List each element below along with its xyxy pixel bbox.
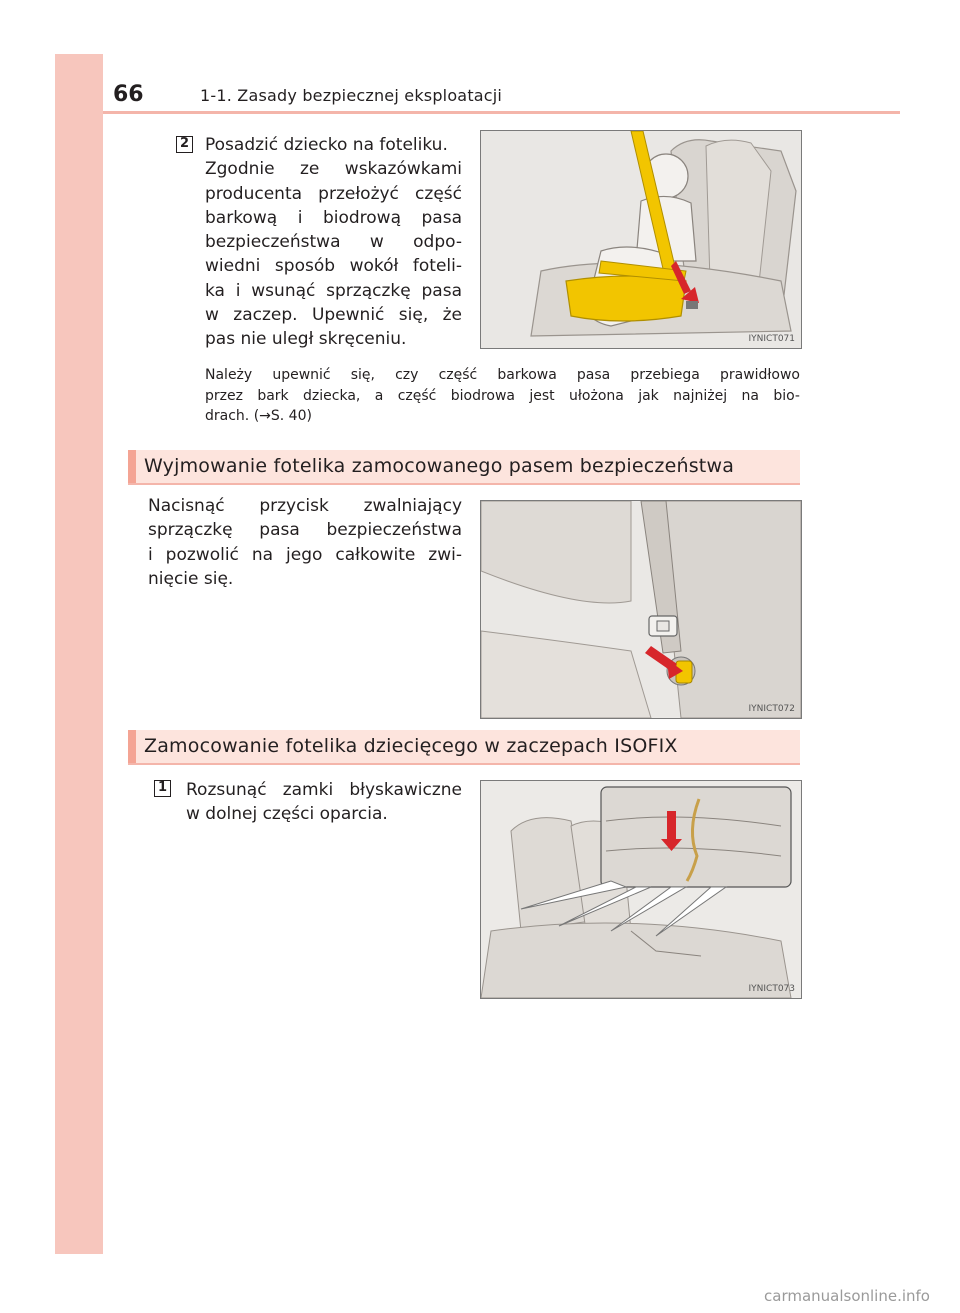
heading-accent	[128, 450, 136, 483]
text-line: Nacisnąć przycisk zwalniający	[148, 496, 462, 516]
figure-isofix-zipper	[480, 780, 802, 999]
figure-seatbelt-release	[480, 500, 802, 719]
text-line: ka i wsunąć sprzączkę pasa	[205, 280, 462, 301]
text-line: barkową i biodrową pasa	[205, 207, 462, 228]
text-line: producenta przełożyć część	[205, 183, 462, 204]
step-badge-1: 1	[154, 780, 171, 797]
text-line: i pozwolić na jego całkowite zwi-	[148, 544, 462, 565]
text-line: wiedni sposób wokół foteli-	[205, 256, 462, 277]
step-badge-2: 2	[176, 136, 193, 153]
figure-code: IYNICT071	[748, 334, 795, 344]
text-line: Zgodnie ze wskazówkami	[205, 159, 462, 180]
text-line: drach. (→S. 40)	[205, 408, 312, 424]
heading-remove-seat	[128, 450, 800, 485]
note-text	[205, 365, 800, 427]
step2-text	[205, 133, 462, 352]
text-line: Posadzić dziecko na foteliku.	[205, 135, 448, 155]
text-line: w dolnej części oparcia.	[186, 804, 388, 825]
text-line: bezpieczeństwa w odpo-	[205, 232, 462, 253]
heading-accent	[128, 730, 136, 763]
figure-code: IYNICT073	[748, 984, 795, 994]
section-title: 1-1. Zasady bezpiecznej eksploatacji	[200, 86, 503, 105]
isofix-illustration	[481, 781, 801, 998]
remove-text	[148, 494, 462, 591]
heading-isofix	[128, 730, 800, 765]
text-line: pas nie uległ skręceniu.	[205, 329, 407, 350]
figure-code: IYNICT072	[748, 704, 795, 714]
heading-label: Zamocowanie fotelika dziecięcego w zaczepach ISOFIX	[144, 735, 678, 757]
seatbelt-illustration	[481, 501, 801, 718]
page-number: 66	[113, 82, 144, 107]
side-margin-band	[55, 54, 103, 1254]
booster-illustration	[481, 131, 801, 348]
heading-label: Wyjmowanie fotelika zamocowanego pasem bezpieczeństwa	[144, 455, 735, 477]
text-line: Należy upewnić się, czy część barkowa pasa przebiega prawidłowo	[205, 367, 800, 383]
text-line: Rozsunąć zamki błyskawiczne	[186, 780, 462, 800]
text-line: nięcie się.	[148, 568, 234, 589]
figure-child-seat-booster	[480, 130, 802, 349]
isofix-text	[186, 778, 462, 827]
text-line: sprzączkę pasa bezpieczeństwa	[148, 520, 462, 541]
text-line: przez bark dziecka, a część biodrowa jest ułożona jak najniżej na bio-	[205, 387, 800, 404]
watermark: carmanualsonline.info	[764, 1287, 930, 1305]
header-rule	[103, 111, 900, 114]
text-line: w zaczep. Upewnić się, że	[205, 305, 462, 326]
